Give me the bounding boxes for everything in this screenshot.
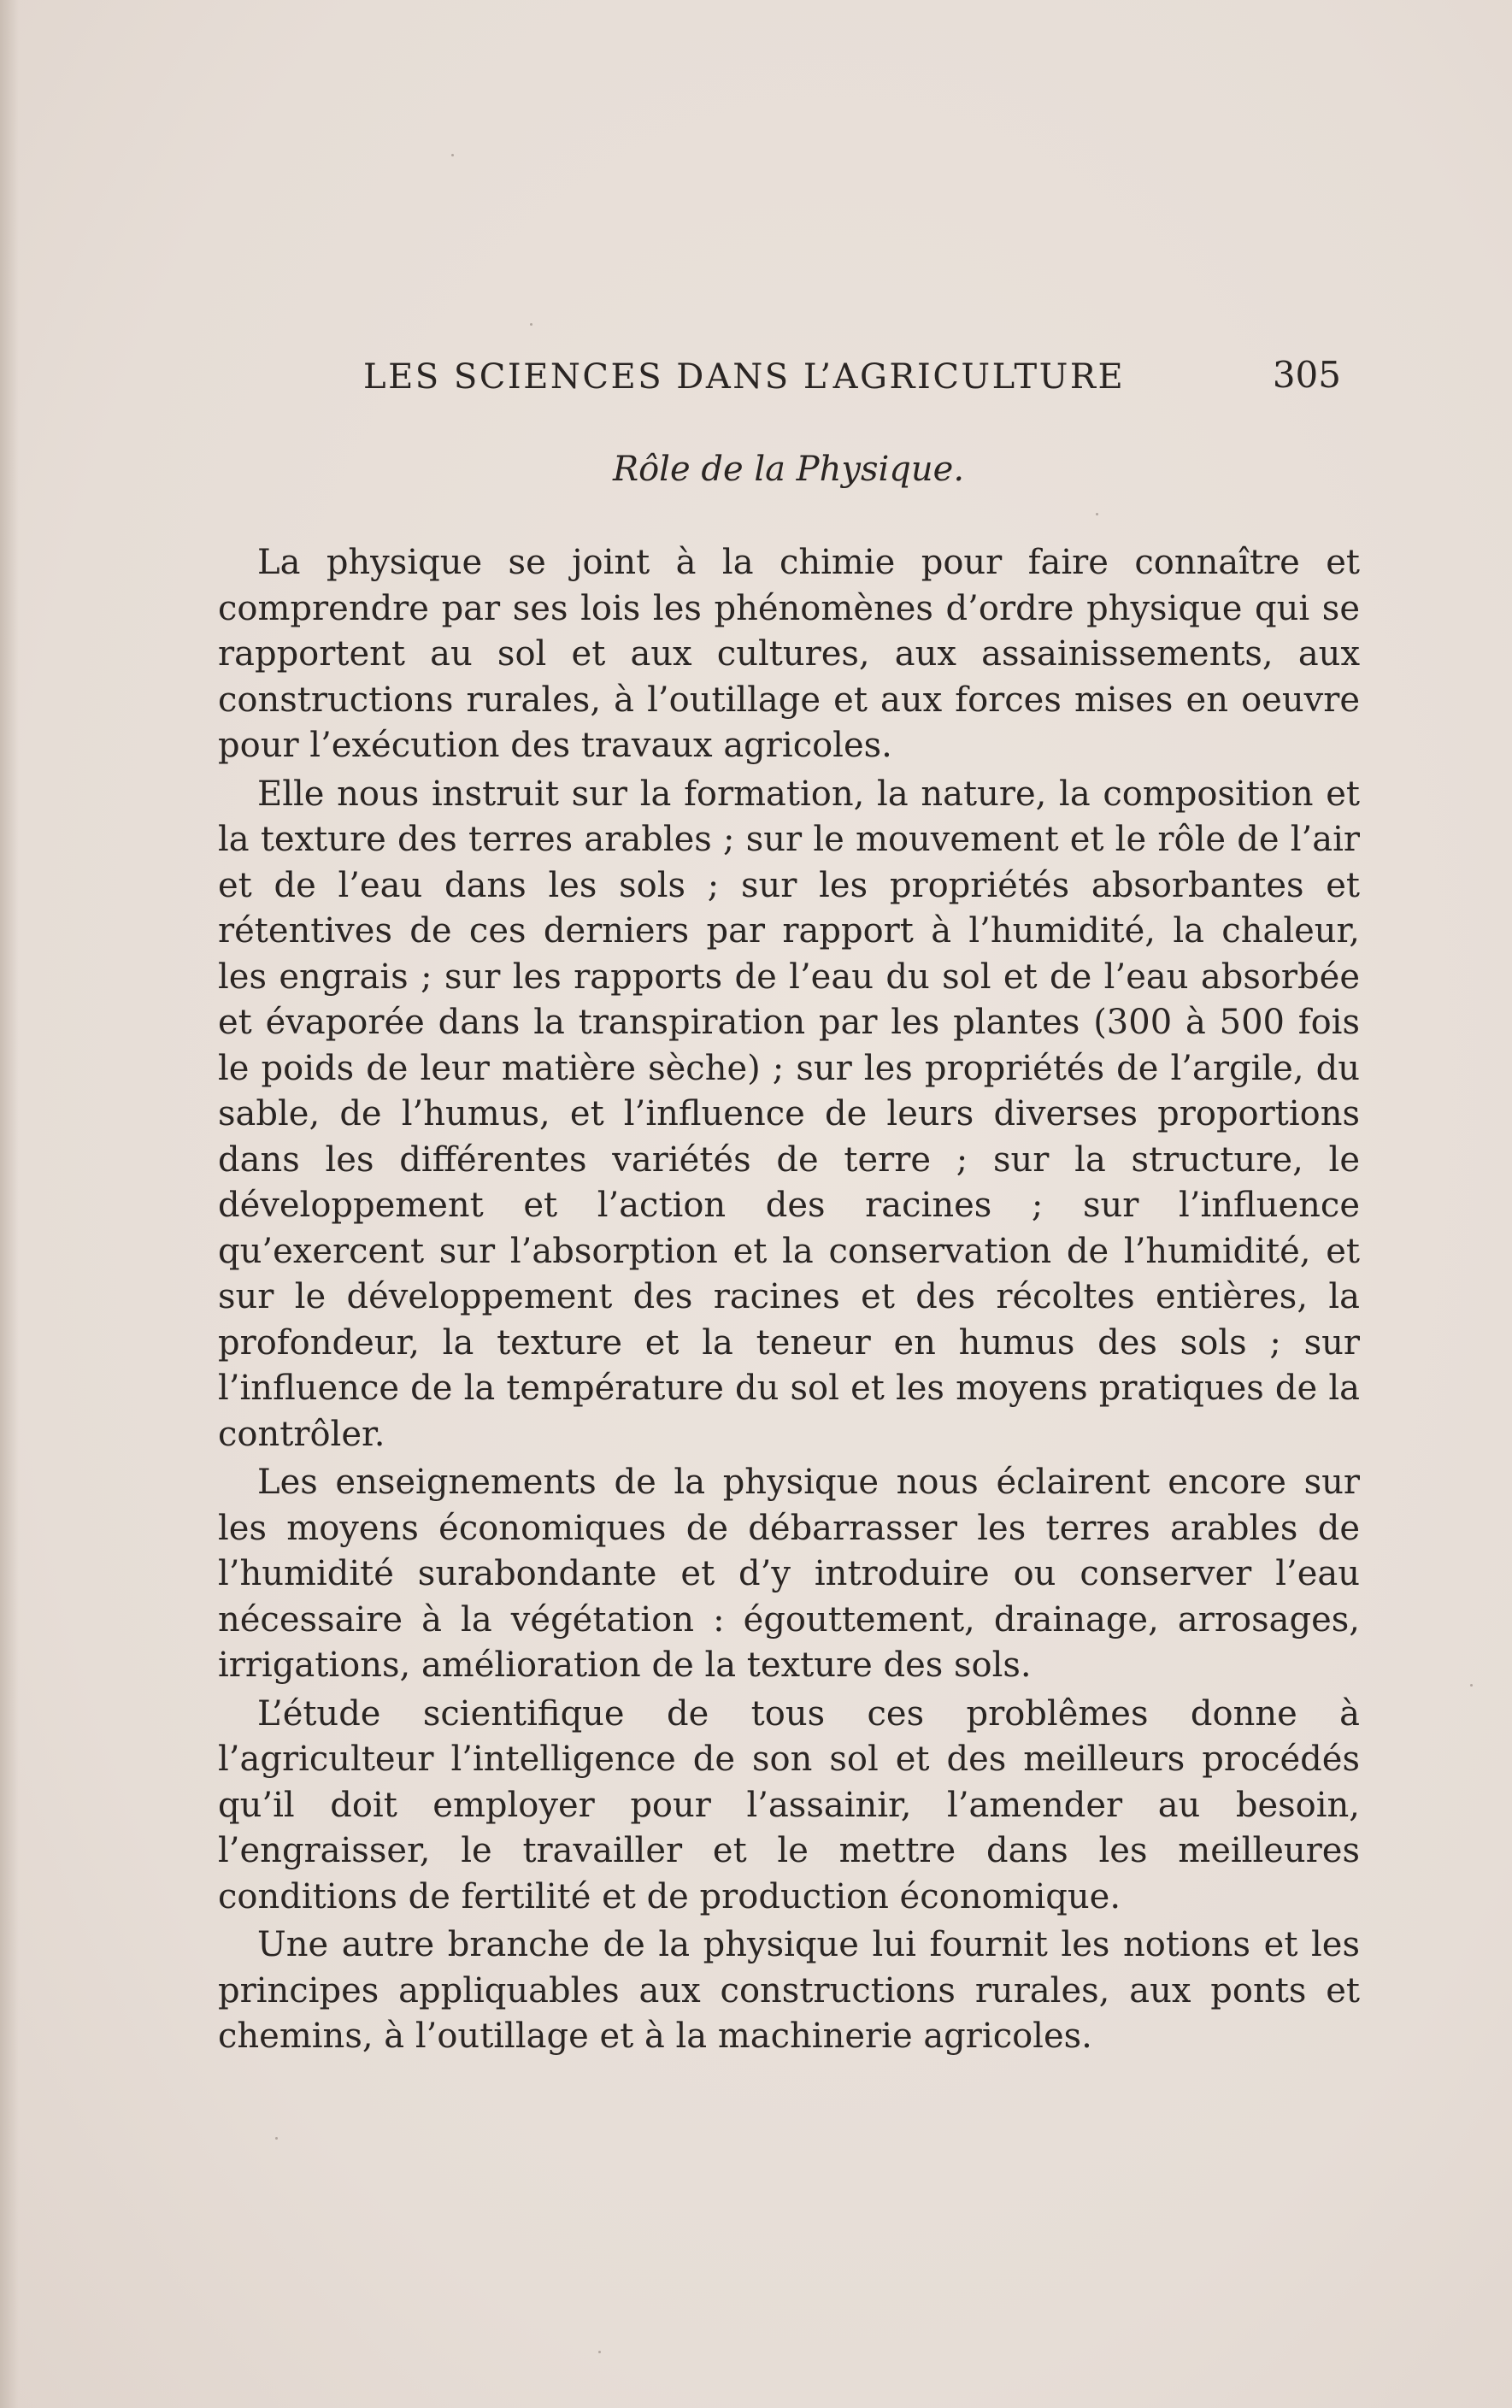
running-header xyxy=(363,354,1341,409)
paper-speck xyxy=(1470,1684,1473,1687)
paragraph: La physique se joint à la chimie pour faire connaître et comprendre par ses lois les phénomènes d’ordre physique qui se rapportent au sol et aux cultures, aux assainissements, aux constructions rurales, à l’outillage et aux forces mises en oeuvre pour l’exécution des travaux agricoles. xyxy=(218,543,1360,765)
section-title: Rôle de la Physique. xyxy=(612,450,965,489)
paragraph: Elle nous instruit sur la formation, la nature, la composition et la texture des terres arables ; sur le mouvement et le rôle de l’air et de l’eau dans les sols ; sur les propriétés absorbantes et rétentives de ces derniers par rapport à l’humidité, la chaleur, les engrais ; sur les rapports de l’eau du sol et de l’eau absorbée et évaporée dans la transpiration par les plantes (300 à 500 fois le poids de leur matière sèche) ; sur les propriétés de l’argile, du sable, de l’humus, et l’influence de leurs diverses proportions dans les différentes variétés de terre ; sur la structure, le développement et l’action des racines ; sur l’influence qu’exercent sur l’absorption et la conservation de l’humidité, et sur le développement des racines et des récoltes entières, la profondeur, la texture et la teneur en humus des sols ; sur l’influence de la température du sol et les moyens pratiques de la contrôler. xyxy=(218,774,1360,1454)
paragraph: Les enseignements de la physique nous éclairent encore sur les moyens économiques de débarrasser les terres arables de l’humidité surabondante et d’y introduire ou conserver l’eau nécessaire à la végétation : égouttement, drainage, arrosages, irrigations, amélioration de la texture des sols. xyxy=(218,1463,1360,1685)
paper-speck xyxy=(1096,513,1098,515)
paper-speck xyxy=(451,154,454,156)
paper-speck xyxy=(530,323,532,326)
paper-speck xyxy=(598,2351,601,2353)
body-text xyxy=(218,540,1360,2060)
paper-speck xyxy=(275,2137,278,2140)
running-title: LES SCIENCES DANS L’AGRICULTURE xyxy=(363,357,1126,397)
paragraph: L’étude scientifique de tous ces problêmes donne à l’agriculteur l’intelligence de son sol et des meilleurs procédés qu’il doit employer pour l’assainir, l’amender au besoin, l’engraisser, le travailler et le mettre dans les meilleures conditions de fertilité et de production économique. xyxy=(218,1693,1360,1916)
paragraph: Une autre branche de la physique lui fournit les notions et les principes appliquables aux constructions rurales, aux ponts et chemins, à l’outillage et à la machinerie agricoles. xyxy=(218,1925,1360,2056)
page-number: 305 xyxy=(1272,354,1341,396)
page-gutter-shadow xyxy=(0,0,19,2408)
